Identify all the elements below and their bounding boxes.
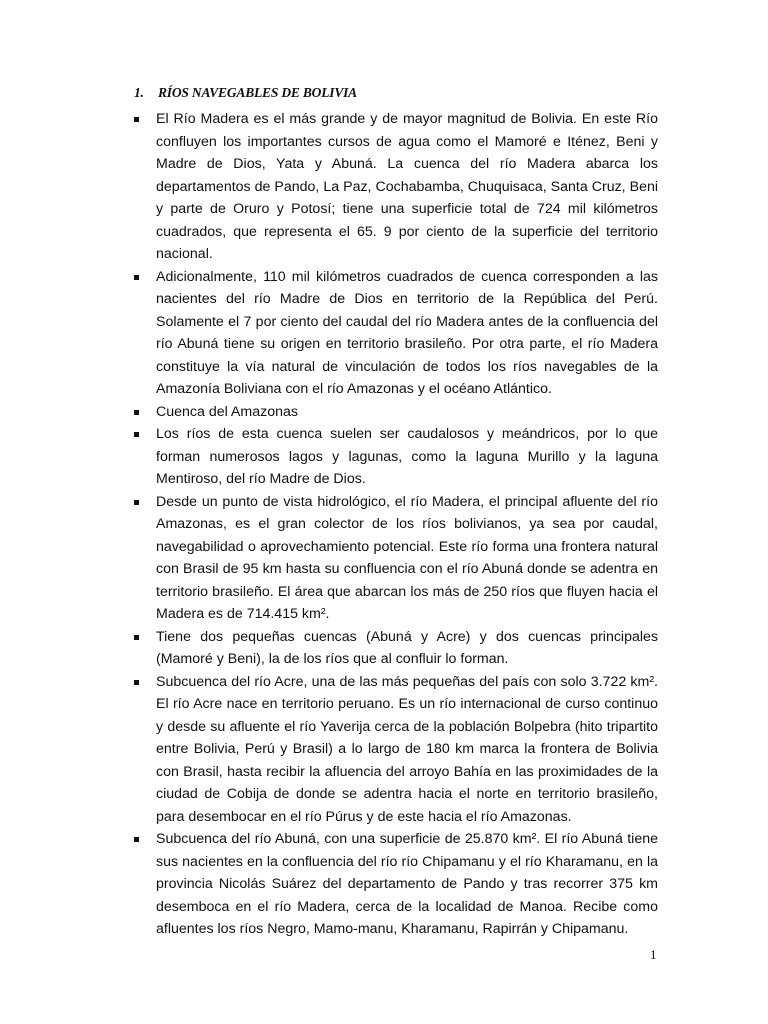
bullet-list xyxy=(134,108,658,941)
section-title: RÍOS NAVEGABLES DE BOLIVIA xyxy=(158,85,357,100)
list-item: Cuenca del Amazonas xyxy=(134,401,658,424)
list-item: El Río Madera es el más grande y de mayor magnitud de Bolivia. En este Río confluyen los importantes cursos de agua como el Mamoré e Iténez, Beni y Madre de Dios, Yata y Abuná. La cuenca del río Madera abarca los departamentos de Pando, La Paz, Cochabamba, Chuquisaca, Santa Cruz, Beni y parte de Oruro y Potosí; tiene una superficie total de 724 mil kilómetros cuadrados, que representa el 65. 9 por ciento de la superficie del territorio nacional. xyxy=(134,108,658,266)
section-number: 1. xyxy=(134,85,144,100)
list-item: Subcuenca del río Abuná, con una superficie de 25.870 km². El río Abuná tiene sus nacientes en la confluencia del río río Chipamanu y el río Kharamanu, en la provincia Nicolás Suárez del departamento de Pando y tras recorrer 375 km desemboca en el río Madera, cerca de la localidad de Manoa. Recibe como afluentes los ríos Negro, Mamo-manu, Kharamanu, Rapirrán y Chipamanu. xyxy=(134,828,658,941)
list-item: Desde un punto de vista hidrológico, el río Madera, el principal afluente del río Amazonas, es el gran colector de los ríos bolivianos, ya sea por caudal, navegabilidad o aprovechamiento potencial. Este río forma una frontera natural con Brasil de 95 km hasta su confluencia con el río Abuná donde se adentra en territorio brasileño. El área que abarcan los más de 250 ríos que fluyen hacia el Madera es de 714.415 km². xyxy=(134,491,658,626)
list-item: Adicionalmente, 110 mil kilómetros cuadrados de cuenca corresponden a las nacientes del río Madre de Dios en territorio de la República del Perú. Solamente el 7 por ciento del caudal del río Madera antes de la confluencia del río Abuná tiene su origen en territorio brasileño. Por otra parte, el río Madera constituye la vía natural de vinculación de todos los ríos navegables de la Amazonía Boliviana con el río Amazonas y el océano Atlántico. xyxy=(134,266,658,401)
list-item: Los ríos de esta cuenca suelen ser caudalosos y meándricos, por lo que forman numerosos lagos y lagunas, como la laguna Murillo y la laguna Mentiroso, del río Madre de Dios. xyxy=(134,423,658,491)
list-item: Tiene dos pequeñas cuencas (Abuná y Acre) y dos cuencas principales (Mamoré y Beni), la de los ríos que al confluir lo forman. xyxy=(134,626,658,671)
page-number: 1 xyxy=(650,947,657,962)
list-item: Subcuenca del río Acre, una de las más pequeñas del país con solo 3.722 km². El río Acre nace en territorio peruano. Es un río internacional de curso continuo y desde su afluente el río Yaverija cerca de la población Bolpebra (hito tripartito entre Bolivia, Perú y Brasil) a lo largo de 180 km marca la frontera de Bolivia con Brasil, hasta recibir la afluencia del arroyo Bahía en las proximidades de la ciudad de Cobija de donde se adentra hacia el norte en territorio brasileño, para desembocar en el río Púrus y de este hacia el río Amazonas. xyxy=(134,671,658,829)
section-heading xyxy=(134,85,357,101)
